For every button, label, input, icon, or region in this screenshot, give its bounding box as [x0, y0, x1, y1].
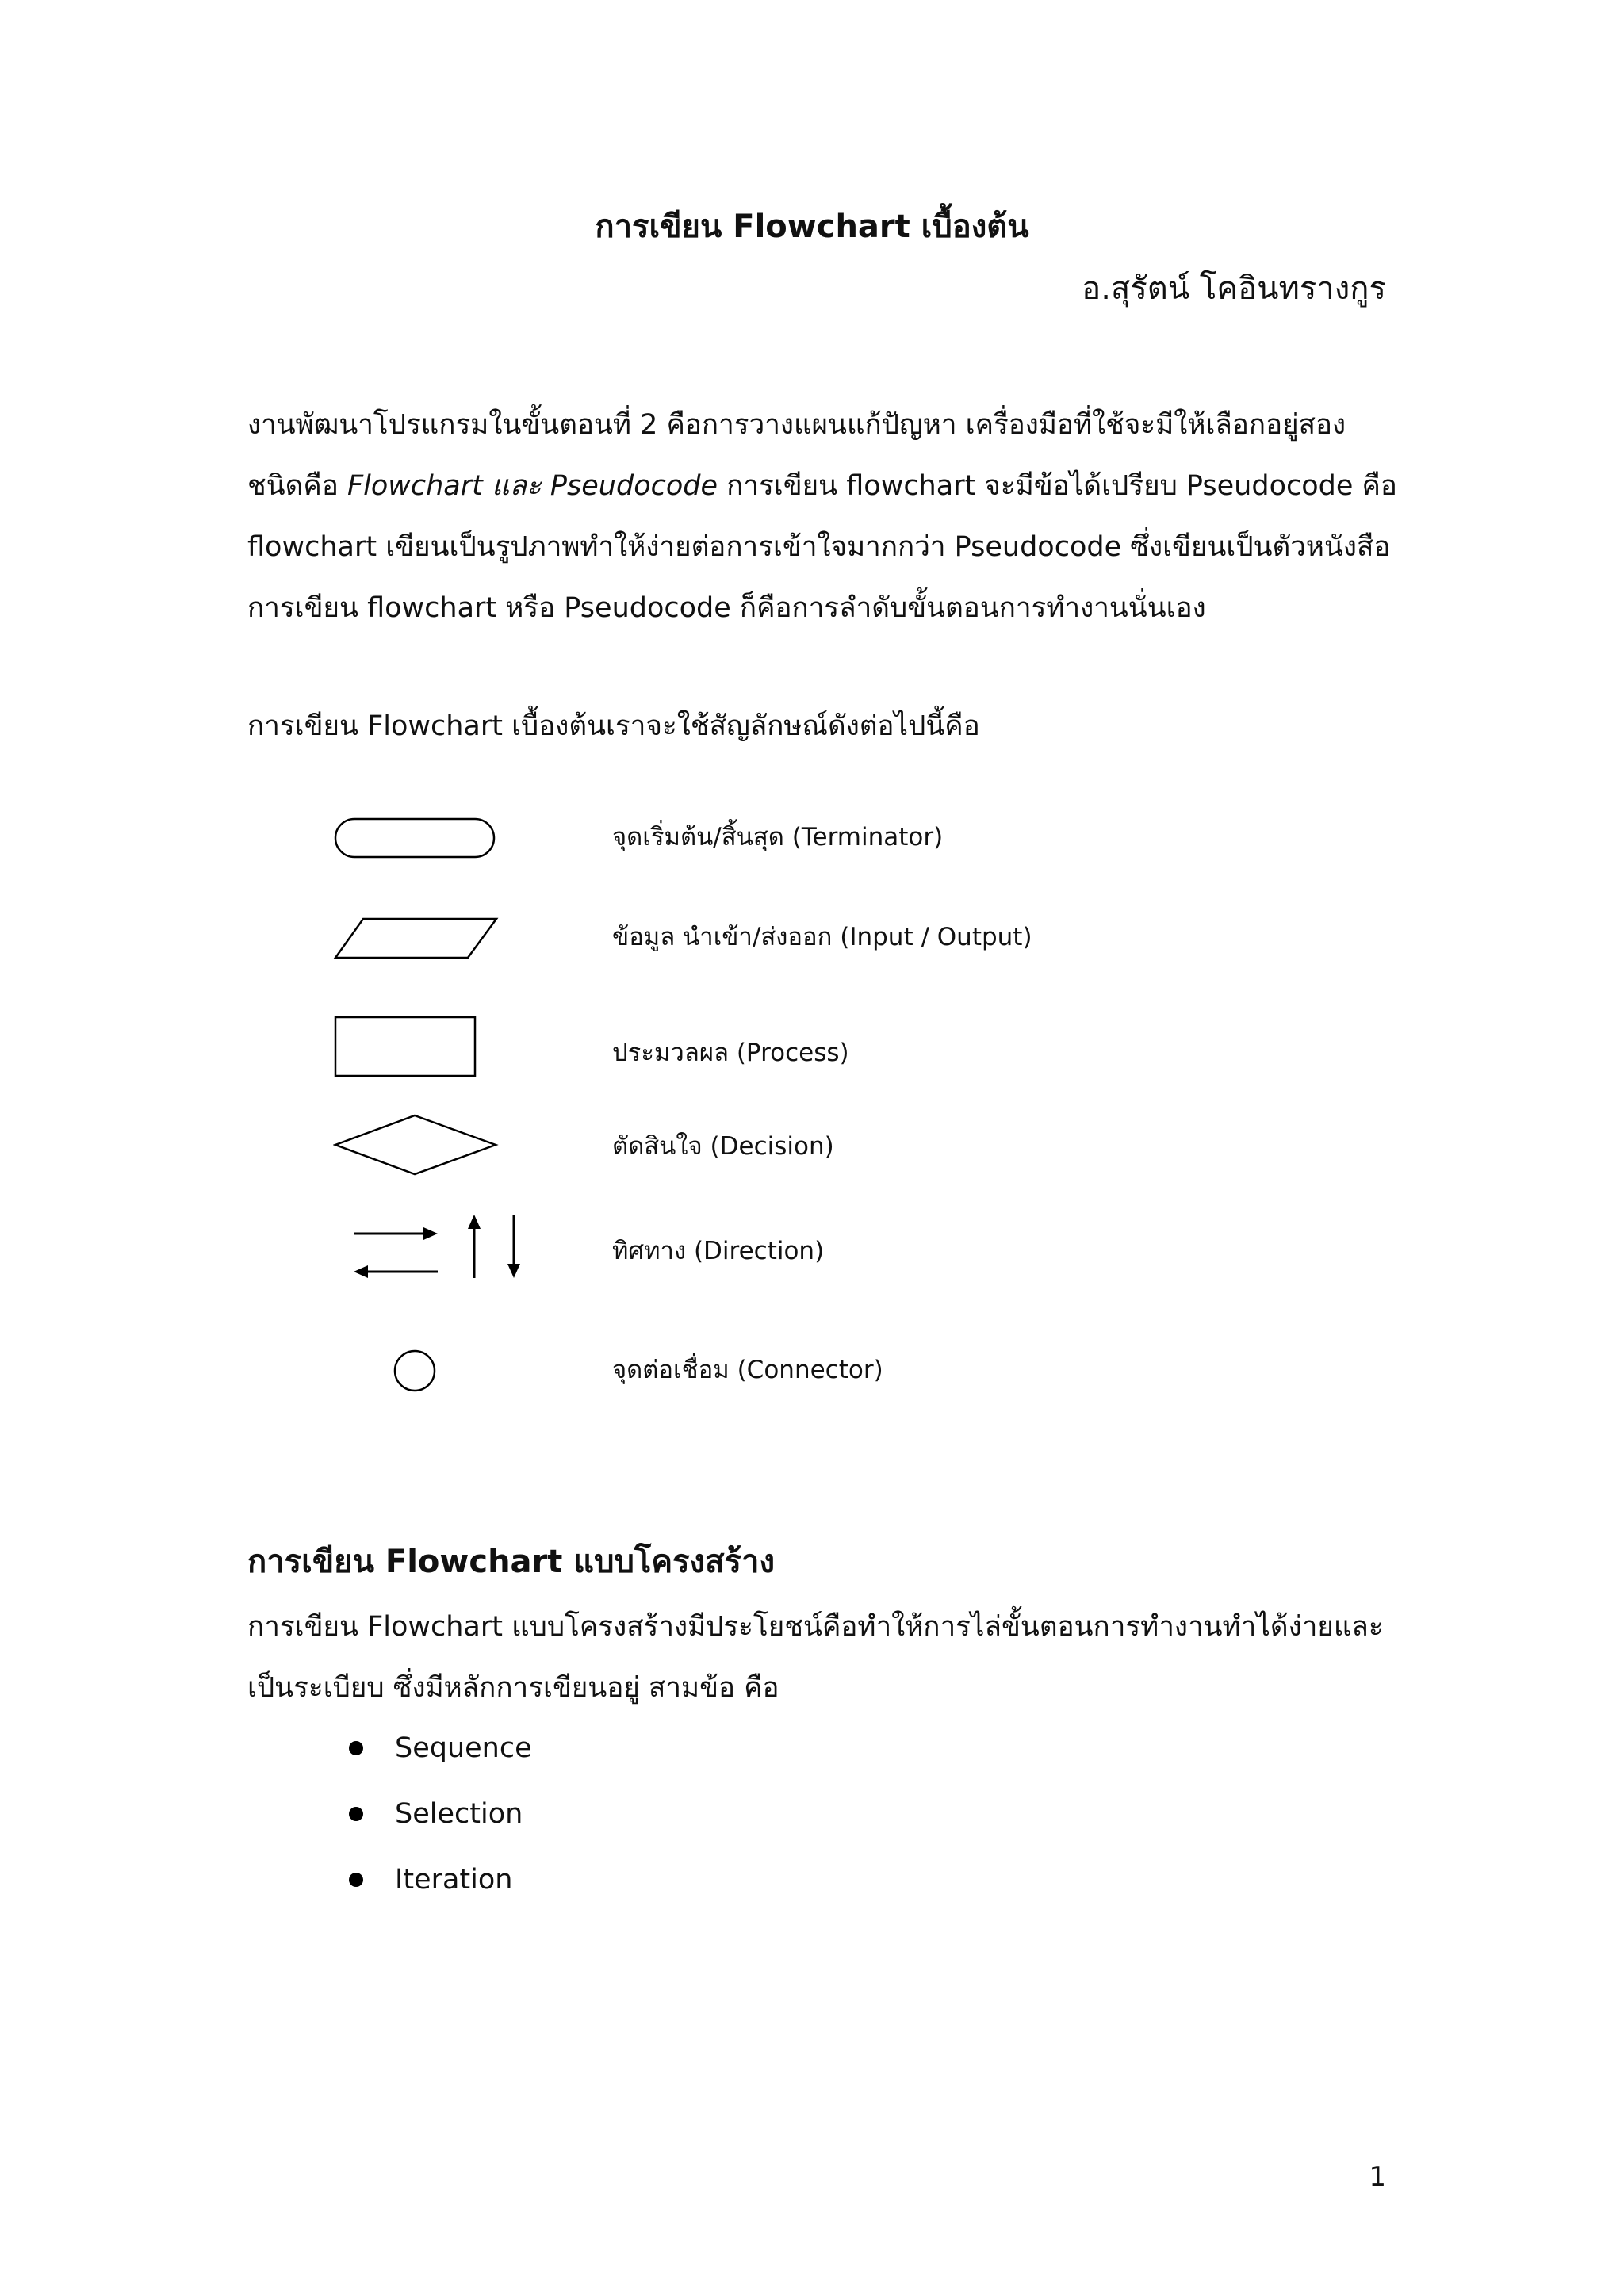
symbol-label: จุดต่อเชื่อม (Connector) [612, 1356, 883, 1384]
connector-symbol [392, 1348, 439, 1395]
input-output-symbol [333, 916, 501, 962]
list-item-label: Sequence [395, 1732, 532, 1764]
symbol-row-process [0, 1015, 1624, 1094]
intro-line: การเขียน flowchart หรือ Pseudocode ก็คือการลำดับขั้นตอนการทำงานนั่นเอง [247, 592, 1206, 624]
symbol-row-direction [0, 1211, 1624, 1291]
intro-line [247, 456, 1397, 517]
intro-line: flowchart เขียนเป็นรูปภาพทำให้ง่ายต่อการเข้าใจมากกว่า Pseudocode ซึ่งเขียนเป็นตัวหนังสือ [247, 531, 1391, 563]
symbol-label: ตัดสินใจ (Decision) [612, 1132, 834, 1161]
document-title: การเขียน Flowchart เบื้องต้น [595, 209, 1029, 245]
process-symbol [333, 1015, 479, 1080]
symbols-intro: การเขียน Flowchart เบื้องต้นเราจะใช้สัญลักษณ์ดังต่อไปนี้คือ [247, 710, 980, 742]
list-item [343, 1794, 532, 1860]
intro-paragraph [247, 395, 1397, 639]
list-item [343, 1860, 532, 1926]
structured-paragraph [247, 1597, 1389, 1719]
bullet-icon [349, 1873, 363, 1887]
list-item-label: Selection [395, 1798, 523, 1830]
intro-line: งานพัฒนาโปรแกรมในขั้นตอนที่ 2 คือการวางแผนแก้ปัญหา เครื่องมือที่ใช้จะมีให้เลือกอยู่สอง [247, 409, 1346, 441]
bullet-list [343, 1728, 532, 1926]
symbol-row-terminator [0, 817, 1624, 896]
section-heading: การเขียน Flowchart แบบโครงสร้าง [247, 1544, 776, 1580]
bullet-icon [349, 1741, 363, 1755]
intro-line-suffix: การเขียน flowchart จะมีข้อได้เปรียบ Pseudocode คือ [718, 470, 1397, 502]
author-name: อ.สุรัตน์ โคอินทรางกูร [1082, 270, 1386, 307]
page-number: 1 [1369, 2161, 1386, 2193]
decision-symbol [333, 1113, 500, 1178]
direction-arrows [349, 1211, 531, 1283]
symbol-label: ประมวลผล (Process) [612, 1039, 849, 1067]
symbol-label: ทิศทาง (Direction) [612, 1237, 825, 1265]
symbol-label: จุดเริ่มต้น/สิ้นสุด (Terminator) [612, 823, 944, 851]
symbol-label: ข้อมูล นำเข้า/ส่งออก (Input / Output) [612, 923, 1032, 951]
list-item [343, 1728, 532, 1794]
intro-line-prefix: ชนิดคือ [247, 470, 347, 502]
list-item-label: Iteration [395, 1864, 513, 1896]
symbol-row-connector [0, 1348, 1624, 1427]
intro-line-italic: Flowchart และ Pseudocode [347, 470, 718, 502]
symbol-row-input-output [0, 916, 1624, 996]
symbol-row-decision [0, 1113, 1624, 1192]
terminator-symbol [333, 817, 500, 861]
bullet-icon [349, 1807, 363, 1821]
structured-line: การเขียน Flowchart แบบโครงสร้างมีประโยชน์คือทำให้การไล่ขั้นตอนการทำงานทำได้ง่ายและ [247, 1611, 1384, 1643]
structured-line: เป็นระเบียบ ซึ่งมีหลักการเขียนอยู่ สามข้อ คือ [247, 1672, 779, 1704]
